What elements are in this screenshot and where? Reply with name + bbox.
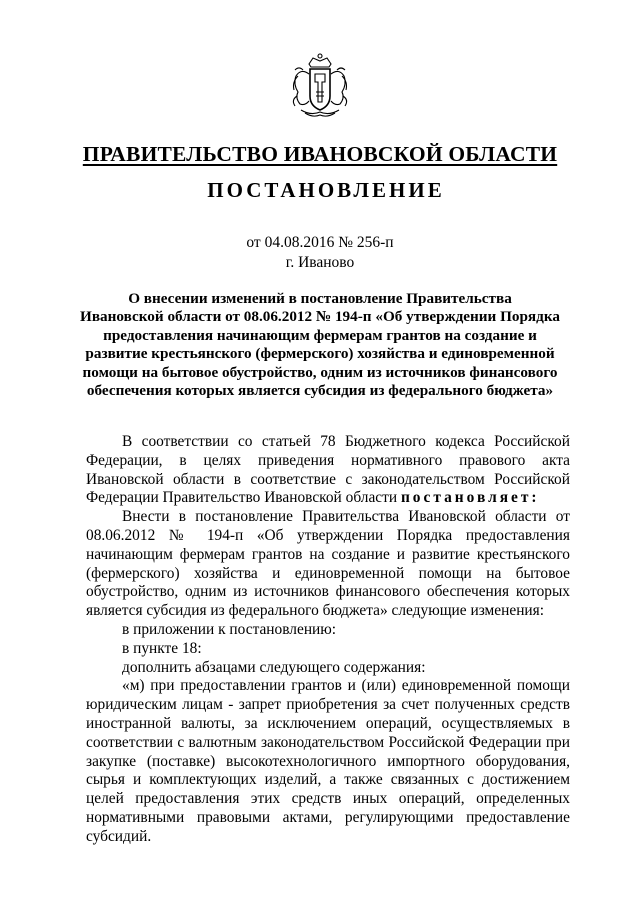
document-subject	[80, 290, 560, 400]
subject-line: помощи на бытовое обустройство, одним из источников финансового	[82, 363, 558, 381]
subject-line: обеспечения которых является субсидия из федерального бюджета»	[86, 382, 554, 400]
paragraph-text: В соответствии со статьей 78 Бюджетного кодекса Российской Федерации, в целях приведения нормативного правового акта Ивановской области в соответствие с законодательством Российской Федерации Правительство Ивановской области	[86, 433, 570, 507]
body-paragraph: Внести в постановление Правительства Ивановской области от 08.06.2012 № 194-п «Об утверждении Порядка предоставления начинающим фермерам грантов на создание и развитие крестьянского (фермерского) хозяйства и единовременной помощи на бытовое обустройство, одним из источников финансового обеспечения которых является субсидия из федерального бюджета» следующие изменения:	[86, 508, 570, 620]
body-paragraph: дополнить абзацами следующего содержания:	[122, 658, 426, 676]
subject-line: предоставления начинающим фермерам грантов на создание и	[103, 326, 537, 344]
body-paragraph	[86, 433, 570, 508]
coat-of-arms-icon	[289, 52, 351, 118]
body-paragraph: в пункте 18:	[122, 639, 202, 657]
subject-line: О внесении изменений в постановление Правительства	[128, 290, 512, 307]
document-body	[86, 433, 570, 847]
resolution-keyword: постановляет:	[400, 489, 540, 507]
body-paragraph: в приложении к постановлению:	[122, 620, 337, 638]
subject-line: Ивановской области от 08.06.2012 № 194-п «Об утверждении Порядка	[80, 308, 560, 326]
document-date-number: от 04.08.2016 № 256-п	[246, 234, 394, 251]
body-paragraph: «м) при предоставлении грантов и (или) единовременной помощи юридическим лицам - запрет приобретения за счет полученных средств иностранной валюты, за исключением операций, осуществляемых в соответствии с валютным законодательством Российской Федерации при закупке (поставке) высокотехнологичного импортного оборудования, сырья и комплектующих изделий, а также связанных с достижением целей предоставления этих средств иных операций, определенных нормативными правовыми актами, регулирующими предоставление субсидий.	[86, 677, 570, 845]
document-city: г. Иваново	[285, 254, 355, 271]
document-type: ПОСТАНОВЛЕНИЕ	[207, 178, 445, 202]
government-title: ПРАВИТЕЛЬСТВО ИВАНОВСКОЙ ОБЛАСТИ	[82, 142, 558, 166]
subject-line: развитие крестьянского (фермерского) хозяйства и единовременной	[85, 345, 555, 363]
